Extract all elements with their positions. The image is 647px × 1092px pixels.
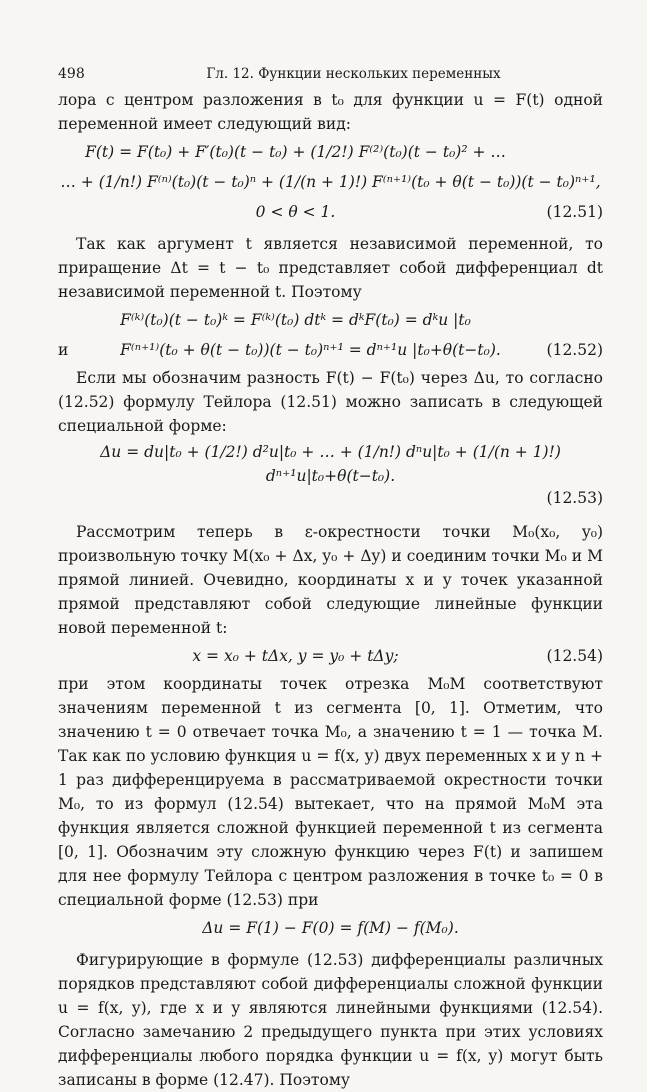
equation-number: (12.53) xyxy=(546,489,603,507)
running-title: Гл. 12. Функции нескольких переменных xyxy=(206,66,501,82)
equation-number: (12.52) xyxy=(546,341,603,359)
equation-12-52-a: F⁽ᵏ⁾(t₀)(t − t₀)ᵏ = F⁽ᵏ⁾(t₀) dtᵏ = dᵏF(t₀) = dᵏu |t₀ xyxy=(120,311,471,329)
equation-number: (12.51) xyxy=(546,203,603,221)
paragraph-4: Рассмотрим теперь в ε-окрестности точки M₀(x₀, y₀) произвольную точку M(x₀ + Δx, y₀ + Δy) и соединим точки M₀ и M прямой линией. Очевидно, координаты x и y точек указанной прямой представляют собой следующие линейные функции новой переменной t: xyxy=(58,523,603,637)
equation-taylor-line-2: … + (1/n!) F⁽ⁿ⁾(t₀)(t − t₀)ⁿ + (1/(n + 1)!) F⁽ⁿ⁺¹⁾(t₀ + θ(t − t₀))(t − t₀)ⁿ⁺¹, xyxy=(60,173,601,191)
and-word: и xyxy=(58,341,69,359)
equation-12-54: x = x₀ + tΔx, y = y₀ + tΔy; (12.54) xyxy=(58,642,603,670)
equation-number: (12.54) xyxy=(546,647,603,665)
paragraph-2: Так как аргумент t является независимой переменной, то приращение Δt = t − t₀ представляет собой дифференциал dt независимой переменной t. Поэтому xyxy=(58,235,603,301)
running-header xyxy=(58,62,603,88)
equation-12-52-b: и F⁽ⁿ⁺¹⁾(t₀ + θ(t − t₀))(t − t₀)ⁿ⁺¹ = dⁿ⁺¹u |t₀+θ(t−t₀). (12.52) xyxy=(58,336,603,364)
paragraph-3: Если мы обозначим разность F(t) − F(t₀) через Δu, то согласно (12.52) формулу Тейлора (12.51) можно записать в следующей специальной форме: xyxy=(58,369,603,435)
equation-delta-u: Δu = F(1) − F(0) = f(M) − f(M₀). xyxy=(202,919,459,937)
equation-taylor-line-1: F(t) = F(t₀) + F′(t₀)(t − t₀) + (1/2!) F⁽²⁾(t₀)(t − t₀)² + … xyxy=(85,143,506,161)
book-page xyxy=(58,62,603,1092)
page-number: 498 xyxy=(58,66,85,82)
paragraph-1: лора с центром разложения в t₀ для функции u = F(t) одной переменной имеет следующий вид: xyxy=(58,91,603,133)
equation-12-53: Δu = du|t₀ + (1/2!) d²u|t₀ + … + (1/n!) dⁿu|t₀ + (1/(n + 1)!) dⁿ⁺¹u|t₀+θ(t−t₀). xyxy=(100,443,561,485)
equation-12-51: 0 < θ < 1. (12.51) xyxy=(58,198,603,226)
paragraph-5: при этом координаты точек отрезка M₀M соответствуют значениям переменной t из сегмента [0, 1]. Отметим, что значению t = 0 отвечает точка M₀, а значению t = 1 — точка M. Так как по условию функция u = f(x, y) двух переменных x и y n + 1 раз дифференцируема в рассматриваемой окрестности точки M₀, то из формул (12.54) вытекает, что на прямой M₀M эта функция является сложной функцией переменной t из сегмента [0, 1]. Обозначим эту сложную функцию через F(t) и запишем для нее формулу Тейлора с центром разложения в точке t₀ = 0 в специальной форме (12.53) при xyxy=(58,675,603,909)
paragraph-6: Фигурирующие в формуле (12.53) дифференциалы различных порядков представляют собой дифференциалы сложной функции u = f(x, y), где x и y являются линейными функциями (12.54). Согласно замечанию 2 предыдущего пункта при этих условиях дифференциалы любого порядка функции u = f(x, y) могут быть записаны в форме (12.47). Поэтому xyxy=(58,951,603,1089)
